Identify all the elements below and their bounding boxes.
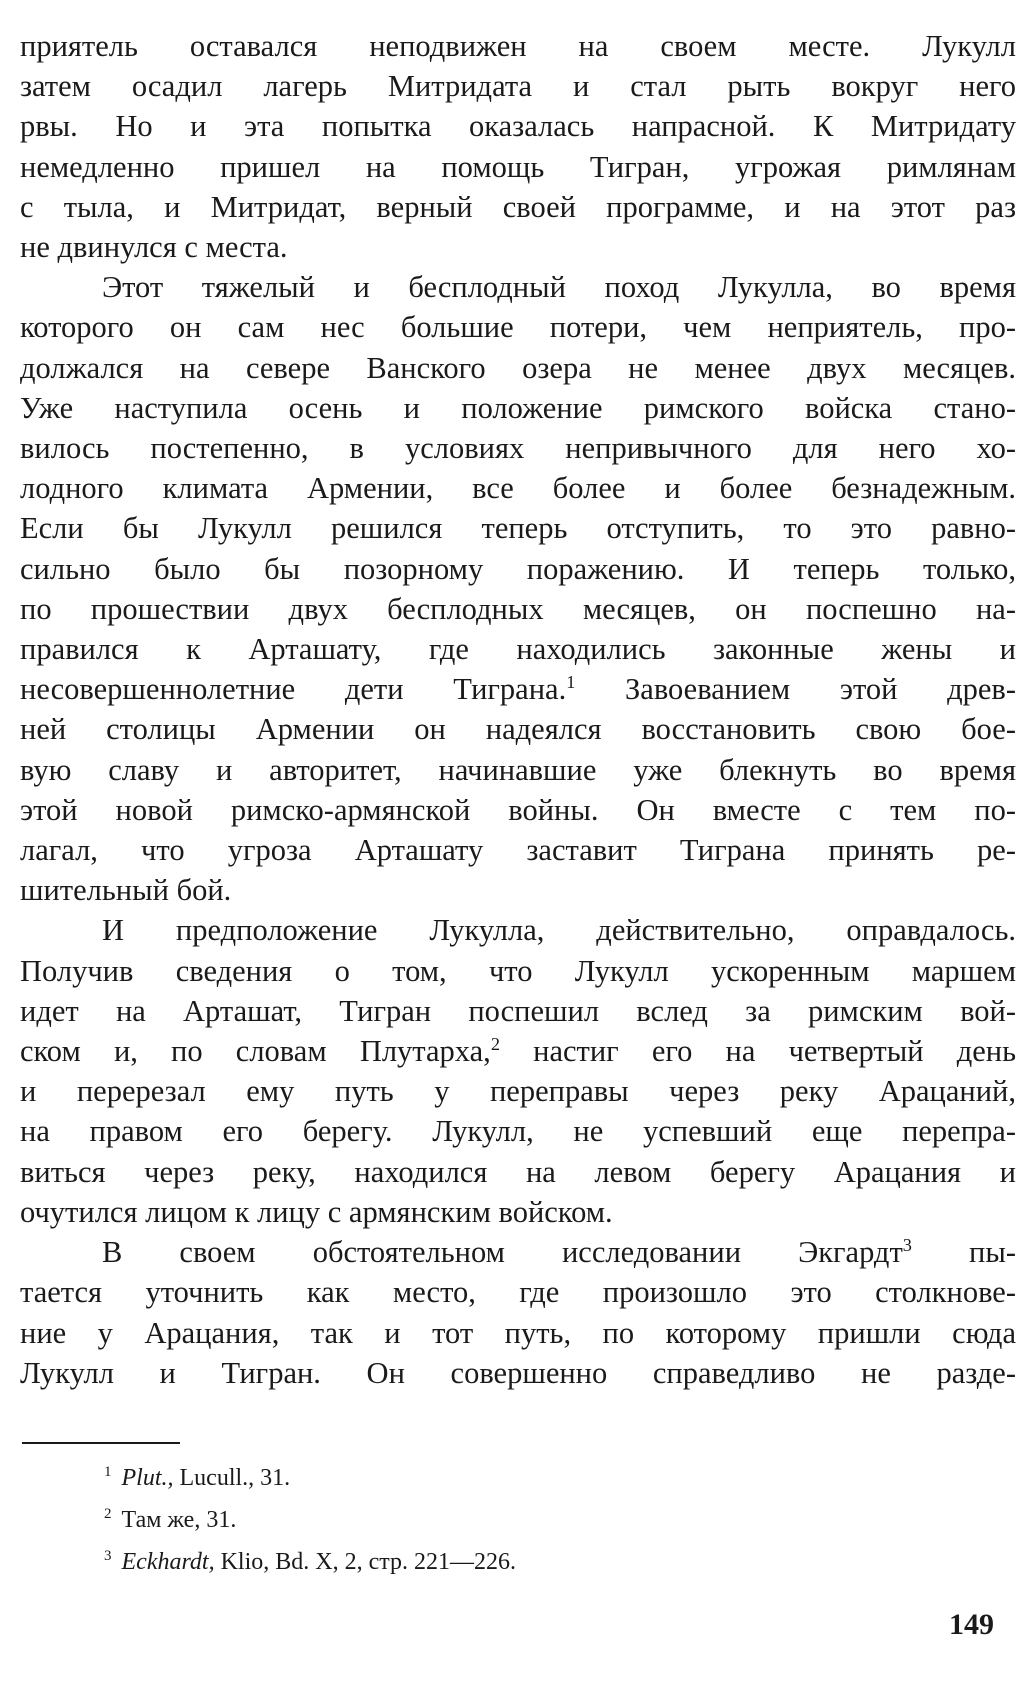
line-tail: Завоеванием этой древ-: [575, 672, 1016, 707]
text-line: на правом его берегу. Лукулл, не успевший еще перепра-: [20, 1114, 1016, 1149]
main-text: [20, 26, 1016, 1393]
text-line: правился к Арташату, где находились законные жены и: [20, 632, 1016, 667]
text-line: затем осадил лагерь Митридата и стал рыть вокруг него: [20, 69, 1016, 104]
footnote-ref-1[interactable]: 1: [566, 672, 576, 693]
footnote-2: [104, 1496, 516, 1538]
text-line: [20, 1031, 1016, 1071]
text-line: тается уточнить как место, где произошло это столкнове-: [20, 1275, 1016, 1310]
text-line: ние у Арацания, так и тот путь, по которому пришли сюда: [20, 1315, 1016, 1350]
footnote-reference: Lucull., 31.: [173, 1465, 291, 1491]
footnotes: [104, 1454, 516, 1580]
footnote-reference: Там же, 31.: [121, 1507, 237, 1533]
text-line: по прошествии двух бесплодных месяцев, он поспешно на-: [20, 591, 1016, 626]
text-line: вилось постепенно, в условиях непривычного для него хо-: [20, 431, 1016, 466]
text-line: Лукулл и Тигран. Он совершенно справедливо не разде-: [20, 1355, 1016, 1390]
line-head: В своем обстоятельном исследовании Экгардт: [102, 1235, 903, 1270]
text-line: виться через реку, находился на левом берегу Арацания и: [20, 1154, 1016, 1189]
text-line: рвы. Но и эта попытка оказалась напрасной. К Митридату: [20, 109, 1016, 144]
footnote-ref-2[interactable]: 2: [490, 1033, 500, 1054]
text-line: шительный бой.: [20, 873, 232, 908]
text-line: очутился лицом к лицу с армянским войском.: [20, 1194, 613, 1229]
text-line: вую славу и авторитет, начинавшие уже блекнуть во время: [20, 752, 1016, 787]
line-head: несовершеннолетние дети Тиграна.: [20, 672, 567, 707]
text-line: сильно было бы позорному поражению. И теперь только,: [20, 551, 1016, 586]
text-line: ней столицы Армении он надеялся восстановить свою бое-: [20, 712, 1016, 747]
text-line: идет на Арташат, Тигран поспешил вслед за римским вой-: [20, 993, 1016, 1028]
footnote-number: 3: [104, 1548, 112, 1564]
text-line: И предположение Лукулла, действительно, оправдалось.: [102, 913, 1016, 948]
footnote-divider: [22, 1442, 180, 1444]
line-tail: настиг его на четвертый день: [499, 1034, 1016, 1069]
text-line: немедленно пришел на помощь Тигран, угрожая римлянам: [20, 149, 1016, 184]
text-line: Если бы Лукулл решился теперь отступить, то это равно-: [20, 511, 1016, 546]
text-line: [20, 669, 1016, 709]
footnote-number: 1: [104, 1464, 112, 1480]
text-line: должался на севере Ванского озера не менее двух месяцев.: [20, 350, 1016, 385]
line-tail: пы-: [911, 1235, 1016, 1270]
text-line: и перерезал ему путь у переправы через реку Арацаний,: [20, 1074, 1016, 1109]
footnote-3: [104, 1538, 516, 1580]
text-line: не двинулся с места.: [20, 230, 288, 265]
page-number: 149: [949, 1608, 994, 1641]
line-head: ском и, по словам Плутарха,: [20, 1034, 491, 1069]
footnote-reference: Klio, Bd. X, 2, стр. 221—226.: [214, 1549, 517, 1575]
text-line: которого он сам нес большие потери, чем неприятель, про-: [20, 310, 1016, 345]
text-line: [20, 1232, 1016, 1272]
footnote-author: Plut.,: [121, 1465, 174, 1491]
text-line: с тыла, и Митридат, верный своей программе, и на этот раз: [20, 189, 1016, 224]
text-line: приятель оставался неподвижен на своем месте. Лукулл: [20, 29, 1016, 63]
footnote-number: 2: [104, 1506, 112, 1522]
text-line: Получив сведения о том, что Лукулл ускоренным маршем: [20, 953, 1016, 988]
footnote-ref-3[interactable]: 3: [902, 1234, 912, 1255]
text-line: Этот тяжелый и бесплодный поход Лукулла, во время: [102, 270, 1016, 305]
text-line: лагал, что угроза Арташату заставит Тиграна принять ре-: [20, 833, 1016, 868]
footnote-1: [104, 1454, 516, 1496]
text-line: этой новой римско-армянской войны. Он вместе с тем по-: [20, 792, 1016, 827]
footnote-author: Eckhardt,: [121, 1549, 215, 1575]
text-line: Уже наступила осень и положение римского войска стано-: [20, 390, 1016, 425]
text-line: лодного климата Армении, все более и более безнадежным.: [20, 471, 1016, 506]
